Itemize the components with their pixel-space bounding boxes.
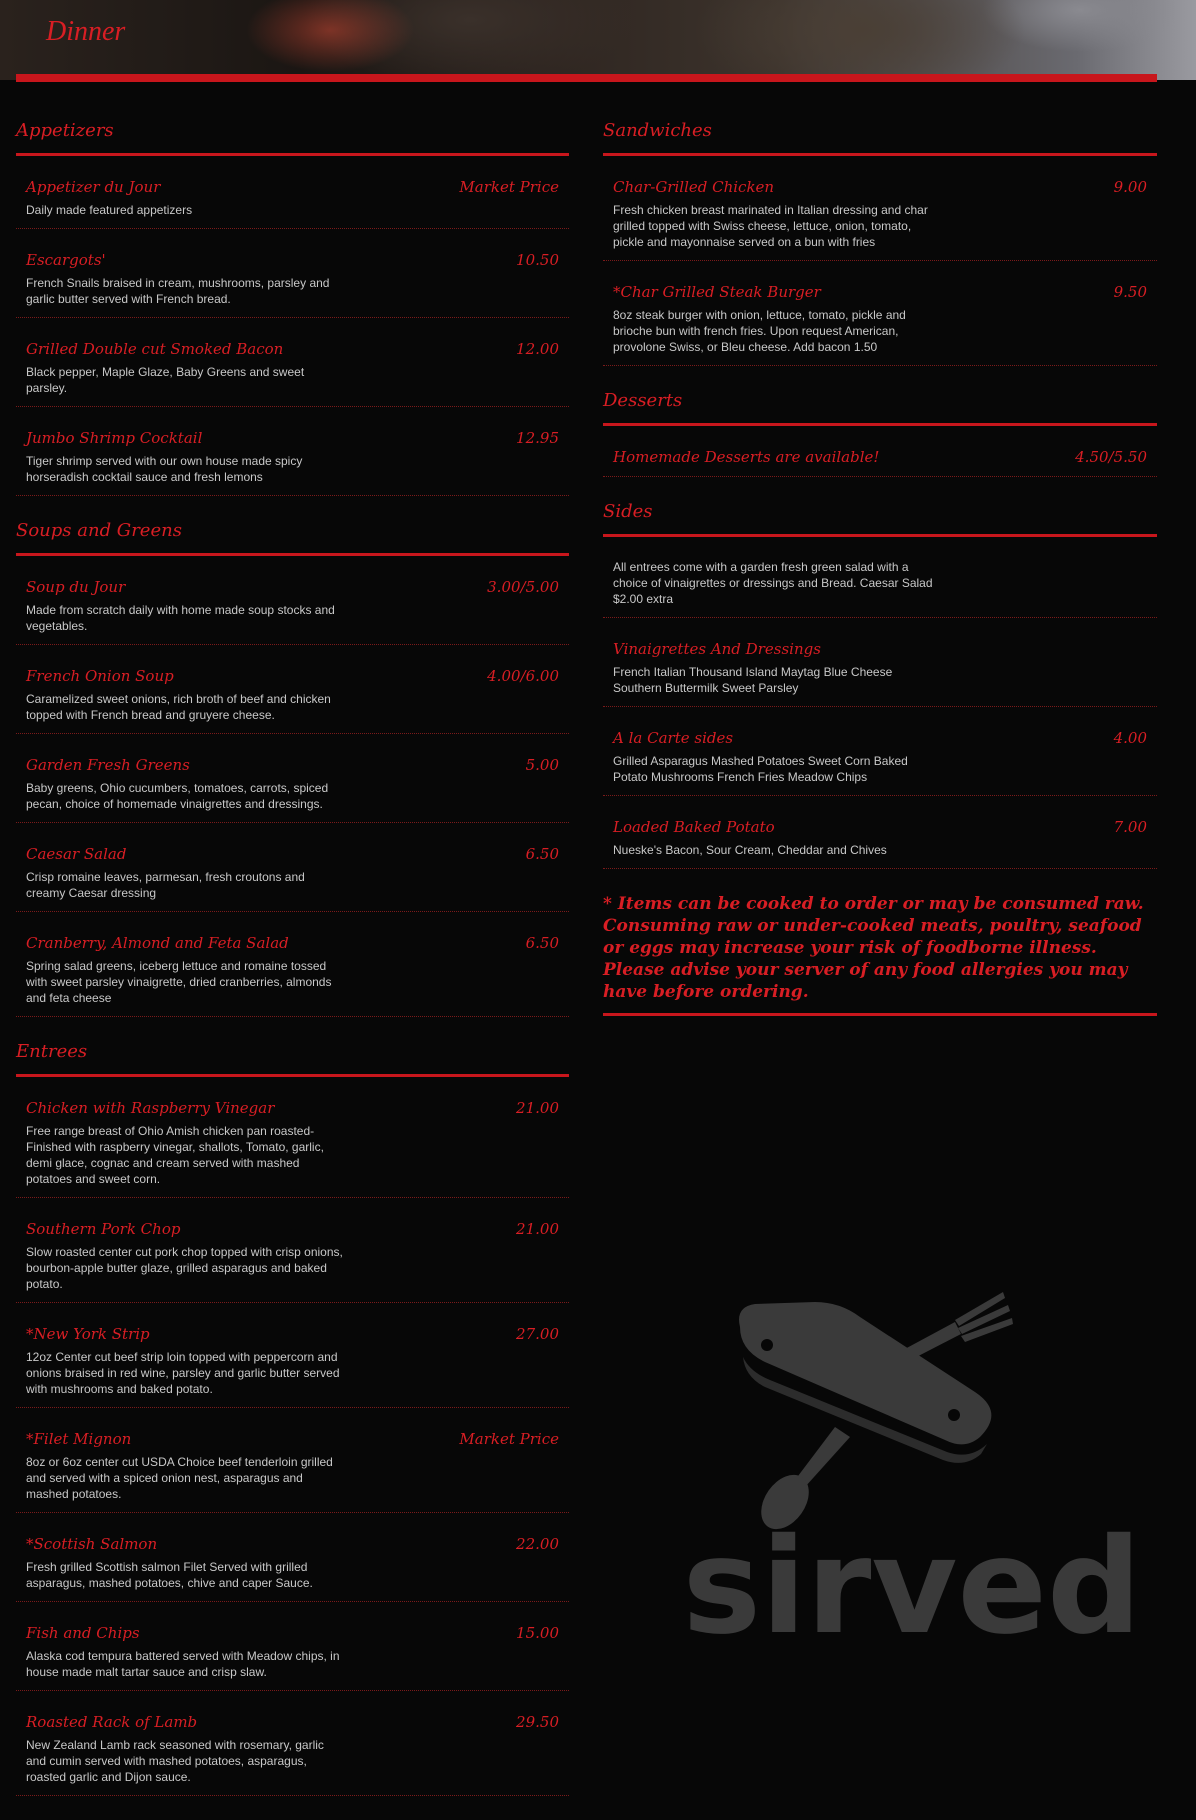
menu-item-description: Crisp romaine leaves, parmesan, fresh croutons and creamy Caesar dressing — [26, 870, 305, 900]
menu-item-name: Garden Fresh Greens — [26, 756, 190, 774]
menu-item-description: Tiger shrimp served with our own house made spicy horseradish cocktail sauce and fresh lemons — [26, 454, 303, 484]
menu-item-header — [26, 934, 559, 952]
menu-item-header — [26, 251, 559, 269]
menu-item-description: French Italian Thousand Island Maytag Blue Cheese Southern Buttermilk Sweet Parsley — [613, 665, 893, 695]
menu-item-name: *Char Grilled Steak Burger — [613, 283, 821, 301]
menu-item — [16, 1408, 569, 1513]
menu-item-description: 8oz steak burger with onion, lettuce, tomato, pickle and brioche bun with french fries. Upon request American, provolone Swiss, or Bleu cheese. Add bacon 1.50 — [613, 308, 906, 354]
menu-item-description: Caramelized sweet onions, rich broth of beef and chicken topped with French bread and gruyere cheese. — [26, 692, 331, 722]
menu-item-name: Char-Grilled Chicken — [613, 178, 775, 196]
menu-item-description: Made from scratch daily with home made soup stocks and vegetables. — [26, 603, 335, 633]
menu-item-price: 3.00/5.00 — [487, 578, 559, 596]
section-title: Desserts — [603, 390, 1157, 426]
menu-item — [16, 1077, 569, 1198]
menu-item-price: 4.50/5.50 — [1075, 448, 1147, 466]
menu-item-price: Market Price — [459, 1430, 559, 1448]
menu-item-description: Fresh chicken breast marinated in Italian dressing and char grilled topped with Swiss cheese, lettuce, onion, tomato, pickle and mayonnaise served on a bun with fries — [613, 203, 928, 249]
menu-item-description: Fresh grilled Scottish salmon Filet Served with grilled asparagus, mashed potatoes, chive and caper Sauce. — [26, 1560, 313, 1590]
menu-item — [603, 618, 1157, 707]
header-banner — [0, 0, 1196, 80]
menu-item — [603, 537, 1157, 618]
menu-item — [16, 912, 569, 1017]
menu-item-name: French Onion Soup — [26, 667, 174, 685]
menu-item-header — [26, 1325, 559, 1343]
menu-item-description: Spring salad greens, iceberg lettuce and romaine tossed with sweet parsley vinaigrette, dried cranberries, almonds and feta cheese — [26, 959, 332, 1005]
section-title: Sandwiches — [603, 120, 1157, 156]
menu-item-description: Black pepper, Maple Glaze, Baby Greens and sweet parsley. — [26, 365, 305, 395]
menu-item-price: 6.50 — [525, 934, 559, 952]
menu-item-header — [613, 729, 1147, 747]
section-title: Entrees — [16, 1041, 569, 1077]
menu-item-price: 6.50 — [525, 845, 559, 863]
menu-item-header — [613, 818, 1147, 836]
menu-item-name: Escargots' — [26, 251, 106, 269]
menu-item-price: 9.50 — [1113, 283, 1147, 301]
menu-item-name: Roasted Rack of Lamb — [26, 1713, 198, 1731]
header-rule — [16, 74, 1157, 82]
menu-item-name: *New York Strip — [26, 1325, 150, 1343]
menu-item-description: 12oz Center cut beef strip loin topped with peppercorn and onions braised in red wine, parsley and garlic butter served with mushrooms and baked potato. — [26, 1350, 340, 1396]
section-desserts — [603, 390, 1157, 477]
menu-item — [16, 1513, 569, 1602]
menu-item-description: Baby greens, Ohio cucumbers, tomatoes, carrots, spiced pecan, choice of homemade vinaigrettes and dressings. — [26, 781, 329, 811]
menu-item-price: 15.00 — [516, 1624, 559, 1642]
menu-item — [16, 1303, 569, 1408]
menu-item-name: Soup du Jour — [26, 578, 126, 596]
menu-item-description: Grilled Asparagus Mashed Potatoes Sweet Corn Baked Potato Mushrooms French Fries Meadow Chips — [613, 754, 908, 784]
section-sandwiches — [603, 120, 1157, 366]
menu-item-description: French Snails braised in cream, mushrooms, parsley and garlic butter served with French bread. — [26, 276, 330, 306]
menu-item-price: 12.95 — [516, 429, 559, 447]
knife-fork-spoon-icon — [739, 1292, 1013, 1538]
menu-item-header — [26, 578, 559, 596]
menu-item-price: 5.00 — [525, 756, 559, 774]
menu-item-header — [26, 845, 559, 863]
section-appetizers — [16, 120, 569, 496]
menu-item-name: Grilled Double cut Smoked Bacon — [26, 340, 284, 358]
menu-item-price: 27.00 — [516, 1325, 559, 1343]
menu-item-name: Homemade Desserts are available! — [613, 448, 880, 466]
menu-item — [603, 156, 1157, 261]
menu-item-header — [613, 448, 1147, 466]
menu-item — [603, 261, 1157, 366]
menu-item-name: Caesar Salad — [26, 845, 127, 863]
menu-item — [603, 426, 1157, 477]
section-title: Sides — [603, 501, 1157, 537]
menu-item-name: Vinaigrettes And Dressings — [613, 640, 821, 658]
menu-item-price: 29.50 — [516, 1713, 559, 1731]
menu-item-price: 9.00 — [1113, 178, 1147, 196]
menu-item-price: 21.00 — [516, 1220, 559, 1238]
menu-item — [16, 407, 569, 496]
page-title: Dinner — [46, 16, 126, 47]
menu-item-header — [26, 667, 559, 685]
left-column — [16, 120, 569, 1820]
menu-item — [16, 1198, 569, 1303]
menu-item-price: 12.00 — [516, 340, 559, 358]
menu-item-price: 22.00 — [516, 1535, 559, 1553]
menu-item-description: Daily made featured appetizers — [26, 203, 193, 217]
menu-item-name: Southern Pork Chop — [26, 1220, 181, 1238]
menu-item-header — [26, 1624, 559, 1642]
menu-item-name: Jumbo Shrimp Cocktail — [26, 429, 203, 447]
menu-item — [16, 556, 569, 645]
menu-item-header — [26, 756, 559, 774]
watermark-text: sirved — [682, 1510, 1142, 1662]
menu-item-header — [613, 178, 1147, 196]
right-column — [603, 120, 1157, 1016]
menu-item-name: Fish and Chips — [26, 1624, 140, 1642]
menu-item-header — [26, 1713, 559, 1731]
menu-item — [16, 229, 569, 318]
menu-item-description: New Zealand Lamb rack seasoned with rosemary, garlic and cumin served with mashed potatoes, asparagus, roasted garlic and Dijon sauce. — [26, 1738, 324, 1784]
menu-item-name: Appetizer du Jour — [26, 178, 161, 196]
menu-item-header — [613, 640, 1147, 658]
menu-item — [603, 796, 1157, 869]
menu-item-name: *Scottish Salmon — [26, 1535, 158, 1553]
menu-item-description: Slow roasted center cut pork chop topped with crisp onions, bourbon-apple butter glaze, grilled asparagus and baked potato. — [26, 1245, 343, 1291]
menu-item-name: A la Carte sides — [613, 729, 734, 747]
menu-item-header — [26, 1535, 559, 1553]
food-safety-disclaimer: * Items can be cooked to order or may be consumed raw. Consuming raw or under-cooked meats, poultry, seafood or eggs may increase your risk of foodborne illness. Please advise your server of any food allergies you may have before ordering. — [603, 893, 1157, 1016]
section-soups-and-greens — [16, 520, 569, 1017]
menu-item-description: All entrees come with a garden fresh green salad with a choice of vinaigrettes or dressings and Bread. Caesar Salad $2.00 extra — [613, 560, 933, 606]
section-title: Soups and Greens — [16, 520, 569, 556]
menu-item-name: Chicken with Raspberry Vinegar — [26, 1099, 275, 1117]
menu-item-price: 4.00 — [1113, 729, 1147, 747]
menu-item — [16, 645, 569, 734]
menu-item-description: 8oz or 6oz center cut USDA Choice beef tenderloin grilled and served with a spiced onion nest, asparagus and mashed potatoes. — [26, 1455, 333, 1501]
menu-item-price: 10.50 — [516, 251, 559, 269]
menu-item-description: Nueske's Bacon, Sour Cream, Cheddar and Chives — [613, 843, 887, 857]
menu-item-header — [26, 178, 559, 196]
menu-item-description: Free range breast of Ohio Amish chicken pan roasted-Finished with raspberry vinegar, shallots, Tomato, garlic, demi glace, cognac and cream served with mashed potatoes and sweet corn. — [26, 1124, 324, 1186]
menu-item — [16, 318, 569, 407]
menu-item-name: Loaded Baked Potato — [613, 818, 775, 836]
menu-item-header — [26, 1430, 559, 1448]
menu-item-price: 4.00/6.00 — [487, 667, 559, 685]
menu-item-name: Cranberry, Almond and Feta Salad — [26, 934, 289, 952]
section-title: Appetizers — [16, 120, 569, 156]
sirved-watermark — [675, 1262, 1150, 1662]
menu-item-price: 21.00 — [516, 1099, 559, 1117]
menu-item-header — [26, 429, 559, 447]
section-entrees — [16, 1041, 569, 1796]
menu-item-price: 7.00 — [1113, 818, 1147, 836]
section-sides — [603, 501, 1157, 869]
menu-item-price: Market Price — [459, 178, 559, 196]
menu-item-header — [26, 340, 559, 358]
menu-item — [16, 734, 569, 823]
menu-item — [16, 823, 569, 912]
menu-item — [16, 1602, 569, 1691]
menu-item-name: *Filet Mignon — [26, 1430, 132, 1448]
menu-item-description: Alaska cod tempura battered served with Meadow chips, in house made malt tartar sauce and crisp slaw. — [26, 1649, 340, 1679]
menu-item — [603, 707, 1157, 796]
menu-item — [16, 156, 569, 229]
menu-item-header — [613, 283, 1147, 301]
menu-item-header — [26, 1099, 559, 1117]
menu-item-header — [26, 1220, 559, 1238]
